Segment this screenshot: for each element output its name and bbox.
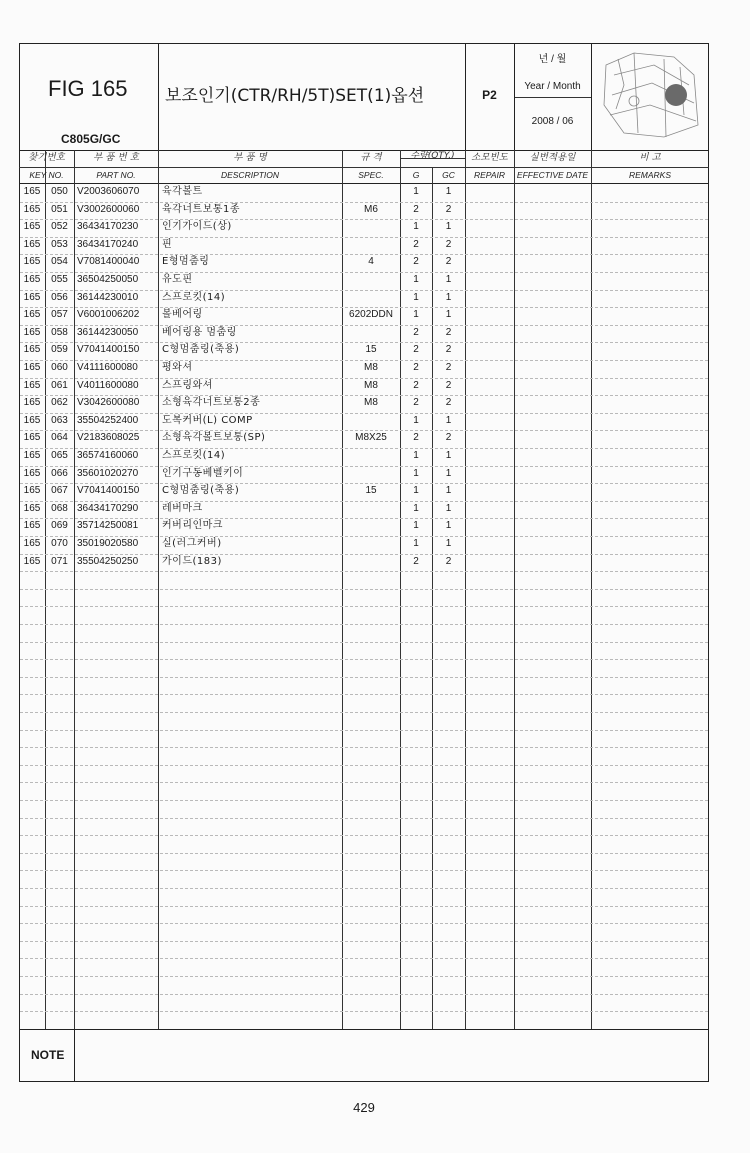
row-qty-g: 2 bbox=[413, 327, 419, 338]
row-key-no: 057 bbox=[51, 309, 68, 320]
row-fig: 165 bbox=[23, 186, 41, 197]
row-fig: 165 bbox=[23, 485, 41, 496]
row-fig: 165 bbox=[23, 274, 41, 285]
row-qty-gc: 2 bbox=[445, 397, 452, 408]
header-bottom-rule bbox=[19, 150, 709, 151]
row-part-no: 35504252400 bbox=[77, 415, 139, 426]
note-divider bbox=[74, 1029, 75, 1082]
row-part-no: V2003606070 bbox=[77, 186, 140, 197]
row-rule bbox=[20, 202, 708, 203]
row-rule bbox=[20, 677, 708, 678]
header-divider-4 bbox=[591, 43, 592, 150]
row-key-no: 059 bbox=[51, 344, 68, 355]
row-qty-g: 1 bbox=[413, 468, 419, 479]
col-effective-date: EFFECTIVE DATE bbox=[516, 170, 589, 180]
row-key-no: 061 bbox=[51, 380, 68, 391]
row-rule bbox=[20, 835, 708, 836]
row-qty-gc: 1 bbox=[445, 309, 452, 320]
row-rule bbox=[20, 800, 708, 801]
row-fig: 165 bbox=[23, 239, 41, 250]
row-rule bbox=[20, 430, 708, 431]
row-spec: M6 bbox=[364, 204, 378, 215]
col-repair-korean: 소모빈도 bbox=[471, 152, 508, 163]
row-description: 스프링와셔 bbox=[162, 380, 213, 391]
row-description: 도복커버(L) COMP bbox=[162, 415, 253, 426]
row-part-no: V2183608025 bbox=[77, 432, 140, 443]
row-rule bbox=[20, 958, 708, 959]
row-key-no: 063 bbox=[51, 415, 68, 426]
row-spec: M8 bbox=[364, 362, 378, 373]
row-fig: 165 bbox=[23, 292, 41, 303]
row-key-no: 053 bbox=[51, 239, 68, 250]
row-rule bbox=[20, 466, 708, 467]
row-description: 인기구동베벨키이 bbox=[162, 468, 244, 479]
row-part-no: 36504250050 bbox=[77, 274, 139, 285]
row-fig: 165 bbox=[23, 327, 41, 338]
col-repair: REPAIR bbox=[473, 170, 506, 180]
row-qty-gc: 1 bbox=[445, 503, 452, 514]
row-qty-g: 1 bbox=[413, 309, 419, 320]
machine-illustration bbox=[594, 45, 706, 148]
row-description: 스프로킷(14) bbox=[162, 292, 226, 303]
row-part-no: V4011600080 bbox=[77, 380, 139, 391]
row-rule bbox=[20, 765, 708, 766]
row-qty-g: 1 bbox=[413, 520, 419, 531]
row-part-no: V7041400150 bbox=[77, 485, 140, 496]
row-key-no: 060 bbox=[51, 362, 68, 373]
col-qty-header: 수량(QTY.) bbox=[410, 151, 455, 161]
row-spec: 4 bbox=[368, 256, 374, 267]
row-qty-gc: 2 bbox=[445, 344, 452, 355]
row-rule bbox=[20, 571, 708, 572]
row-rule bbox=[20, 342, 708, 343]
row-rule bbox=[20, 606, 708, 607]
row-rule bbox=[20, 518, 708, 519]
row-qty-gc: 2 bbox=[445, 256, 452, 267]
col-remarks: REMARKS bbox=[628, 170, 672, 180]
assembly-title: 보조인기(CTR/RH/5T)SET(1)옵션 bbox=[165, 86, 425, 106]
row-qty-gc: 2 bbox=[445, 556, 452, 567]
row-qty-gc: 2 bbox=[445, 432, 452, 443]
row-rule bbox=[20, 976, 708, 977]
row-fig: 165 bbox=[23, 221, 41, 232]
row-part-no: 36144230050 bbox=[77, 327, 139, 338]
row-fig: 165 bbox=[23, 344, 41, 355]
row-fig: 165 bbox=[23, 204, 41, 215]
row-description: C형멈춤링(축용) bbox=[162, 485, 240, 496]
row-fig: 165 bbox=[23, 432, 41, 443]
row-part-no: V6001006202 bbox=[77, 309, 140, 320]
row-rule bbox=[20, 325, 708, 326]
row-qty-gc: 1 bbox=[445, 221, 452, 232]
note-top-rule bbox=[19, 1029, 709, 1030]
row-rule bbox=[20, 501, 708, 502]
row-part-no: V7081400040 bbox=[77, 256, 140, 267]
row-key-no: 065 bbox=[51, 450, 68, 461]
fig-number: FIG 165 bbox=[48, 76, 128, 101]
page-code: P2 bbox=[482, 88, 497, 102]
row-rule bbox=[20, 853, 708, 854]
row-description: 육각볼트 bbox=[162, 186, 203, 197]
row-part-no: V3042600080 bbox=[77, 397, 140, 408]
row-rule bbox=[20, 254, 708, 255]
row-qty-gc: 1 bbox=[445, 274, 452, 285]
col-qty-g: G bbox=[412, 170, 420, 180]
row-description: 소형육각볼트보통(SP) bbox=[162, 432, 266, 443]
row-description: 유도핀 bbox=[162, 274, 193, 285]
row-qty-g: 2 bbox=[413, 432, 419, 443]
row-part-no: 36574160060 bbox=[77, 450, 139, 461]
column-header-bottom-rule bbox=[19, 183, 709, 184]
row-qty-g: 2 bbox=[413, 204, 419, 215]
row-part-no: 36434170230 bbox=[77, 221, 139, 232]
row-rule bbox=[20, 290, 708, 291]
row-spec: 6202DDN bbox=[349, 309, 393, 320]
row-qty-gc: 2 bbox=[445, 362, 452, 373]
row-key-no: 066 bbox=[51, 468, 68, 479]
row-rule bbox=[20, 782, 708, 783]
row-rule bbox=[20, 818, 708, 819]
row-qty-gc: 2 bbox=[445, 204, 452, 215]
row-key-no: 056 bbox=[51, 292, 68, 303]
row-key-no: 068 bbox=[51, 503, 68, 514]
col-description: DESCRIPTION bbox=[220, 170, 280, 180]
row-qty-g: 1 bbox=[413, 221, 419, 232]
row-qty-g: 2 bbox=[413, 239, 419, 250]
row-part-no: 35504250250 bbox=[77, 556, 139, 567]
row-part-no: V7041400150 bbox=[77, 344, 140, 355]
col-spec-korean: 규 격 bbox=[360, 152, 382, 163]
row-qty-g: 2 bbox=[413, 362, 419, 373]
col-part-no: PART NO. bbox=[96, 170, 136, 180]
row-spec: M8X25 bbox=[355, 432, 387, 443]
row-description: 인기가이드(상) bbox=[162, 221, 232, 232]
row-description: 평와셔 bbox=[162, 362, 193, 373]
row-qty-g: 1 bbox=[413, 450, 419, 461]
row-rule bbox=[20, 888, 708, 889]
col-remarks-korean: 비 고 bbox=[639, 152, 661, 163]
year-month-label: Year / Month bbox=[524, 81, 581, 92]
row-rule bbox=[20, 536, 708, 537]
col-key-no: KEY NO. bbox=[29, 170, 64, 180]
row-rule bbox=[20, 747, 708, 748]
row-qty-g: 1 bbox=[413, 415, 419, 426]
col-key-korean: 찾기번호 bbox=[28, 152, 65, 163]
row-rule bbox=[20, 237, 708, 238]
row-spec: M8 bbox=[364, 380, 378, 391]
row-rule bbox=[20, 448, 708, 449]
row-qty-gc: 1 bbox=[445, 485, 452, 496]
row-rule bbox=[20, 923, 708, 924]
page-number: 429 bbox=[353, 1100, 375, 1115]
row-qty-gc: 1 bbox=[445, 450, 452, 461]
row-rule bbox=[20, 694, 708, 695]
row-qty-gc: 1 bbox=[445, 415, 452, 426]
row-part-no: V3002600060 bbox=[77, 204, 140, 215]
col-qty-gc: GC bbox=[442, 170, 455, 180]
row-spec: M8 bbox=[364, 397, 378, 408]
row-part-no: 35019020580 bbox=[77, 538, 139, 549]
row-rule bbox=[20, 659, 708, 660]
row-part-no: V4111600080 bbox=[77, 362, 138, 373]
row-rule bbox=[20, 219, 708, 220]
row-fig: 165 bbox=[23, 538, 41, 549]
row-rule bbox=[20, 554, 708, 555]
row-rule bbox=[20, 906, 708, 907]
row-fig: 165 bbox=[23, 468, 41, 479]
row-qty-g: 1 bbox=[413, 292, 419, 303]
row-rule bbox=[20, 360, 708, 361]
row-fig: 165 bbox=[23, 556, 41, 567]
row-rule bbox=[20, 272, 708, 273]
row-description: C형멈춤링(축용) bbox=[162, 344, 240, 355]
row-description: 볼베어링 bbox=[162, 309, 203, 320]
year-month-divider bbox=[514, 97, 591, 98]
row-description: 커버리인마크 bbox=[162, 520, 223, 531]
row-rule bbox=[20, 642, 708, 643]
column-header-mid-rule bbox=[19, 167, 709, 168]
row-key-no: 070 bbox=[51, 538, 68, 549]
year-month-korean: 년 / 월 bbox=[538, 54, 567, 65]
row-rule bbox=[20, 307, 708, 308]
row-description: 육각너트보통1종 bbox=[162, 204, 240, 215]
row-rule bbox=[20, 413, 708, 414]
row-part-no: 36434170240 bbox=[77, 239, 139, 250]
row-rule bbox=[20, 870, 708, 871]
row-description: E형멈춤링 bbox=[162, 256, 210, 267]
row-key-no: 058 bbox=[51, 327, 68, 338]
row-key-no: 064 bbox=[51, 432, 68, 443]
row-qty-gc: 1 bbox=[445, 186, 452, 197]
row-qty-g: 1 bbox=[413, 485, 419, 496]
row-qty-gc: 2 bbox=[445, 239, 452, 250]
row-rule bbox=[20, 589, 708, 590]
row-qty-g: 2 bbox=[413, 556, 419, 567]
row-spec: 15 bbox=[365, 485, 377, 496]
col-part-korean: 부 품 번 호 bbox=[93, 152, 139, 163]
row-key-no: 071 bbox=[51, 556, 68, 567]
row-fig: 165 bbox=[23, 380, 41, 391]
row-key-no: 069 bbox=[51, 520, 68, 531]
row-rule bbox=[20, 1011, 708, 1012]
row-qty-gc: 1 bbox=[445, 468, 452, 479]
row-rule bbox=[20, 994, 708, 995]
row-description: 레버마크 bbox=[162, 503, 203, 514]
row-description: 스프로킷(14) bbox=[162, 450, 226, 461]
row-fig: 165 bbox=[23, 397, 41, 408]
row-key-no: 055 bbox=[51, 274, 68, 285]
row-rule bbox=[20, 624, 708, 625]
row-qty-g: 2 bbox=[413, 256, 419, 267]
row-fig: 165 bbox=[23, 415, 41, 426]
row-rule bbox=[20, 941, 708, 942]
model-code: C805G/GC bbox=[61, 132, 121, 146]
row-fig: 165 bbox=[23, 520, 41, 531]
row-description: 핀 bbox=[162, 239, 173, 250]
row-key-no: 067 bbox=[51, 485, 68, 496]
col-desc-korean: 부 품 명 bbox=[233, 152, 267, 163]
row-fig: 165 bbox=[23, 450, 41, 461]
row-qty-g: 1 bbox=[413, 274, 419, 285]
row-key-no: 052 bbox=[51, 221, 68, 232]
row-part-no: 35601020270 bbox=[77, 468, 139, 479]
row-qty-g: 2 bbox=[413, 344, 419, 355]
note-label: NOTE bbox=[31, 1048, 65, 1062]
row-qty-g: 1 bbox=[413, 186, 419, 197]
row-qty-gc: 1 bbox=[445, 538, 452, 549]
row-qty-gc: 2 bbox=[445, 327, 452, 338]
row-key-no: 054 bbox=[51, 256, 68, 267]
row-key-no: 062 bbox=[51, 397, 68, 408]
row-fig: 165 bbox=[23, 256, 41, 267]
row-rule bbox=[20, 378, 708, 379]
issue-date: 2008 / 06 bbox=[531, 116, 574, 127]
row-qty-g: 1 bbox=[413, 503, 419, 514]
row-qty-gc: 2 bbox=[445, 380, 452, 391]
row-rule bbox=[20, 730, 708, 731]
row-qty-g: 2 bbox=[413, 397, 419, 408]
row-fig: 165 bbox=[23, 309, 41, 320]
row-fig: 165 bbox=[23, 362, 41, 373]
row-description: 소형육각너트보통2종 bbox=[162, 397, 261, 408]
row-description: 베어링용 멈춤링 bbox=[162, 327, 237, 338]
row-rule bbox=[20, 483, 708, 484]
row-fig: 165 bbox=[23, 503, 41, 514]
row-qty-gc: 1 bbox=[445, 292, 452, 303]
row-part-no: 36434170290 bbox=[77, 503, 139, 514]
row-rule bbox=[20, 395, 708, 396]
row-key-no: 051 bbox=[51, 204, 68, 215]
col-effective-korean: 실번적용일 bbox=[529, 152, 576, 163]
header-divider-1 bbox=[158, 43, 159, 150]
col-spec: SPEC. bbox=[358, 170, 384, 180]
row-qty-g: 1 bbox=[413, 538, 419, 549]
row-rule bbox=[20, 712, 708, 713]
row-part-no: 36144230010 bbox=[77, 292, 139, 303]
row-description: 실(러그커버) bbox=[162, 538, 222, 549]
row-qty-gc: 1 bbox=[445, 520, 452, 531]
row-key-no: 050 bbox=[51, 186, 68, 197]
row-part-no: 35714250081 bbox=[77, 520, 139, 531]
row-qty-g: 2 bbox=[413, 380, 419, 391]
row-description: 가이드(183) bbox=[162, 556, 222, 567]
row-spec: 15 bbox=[365, 344, 377, 355]
